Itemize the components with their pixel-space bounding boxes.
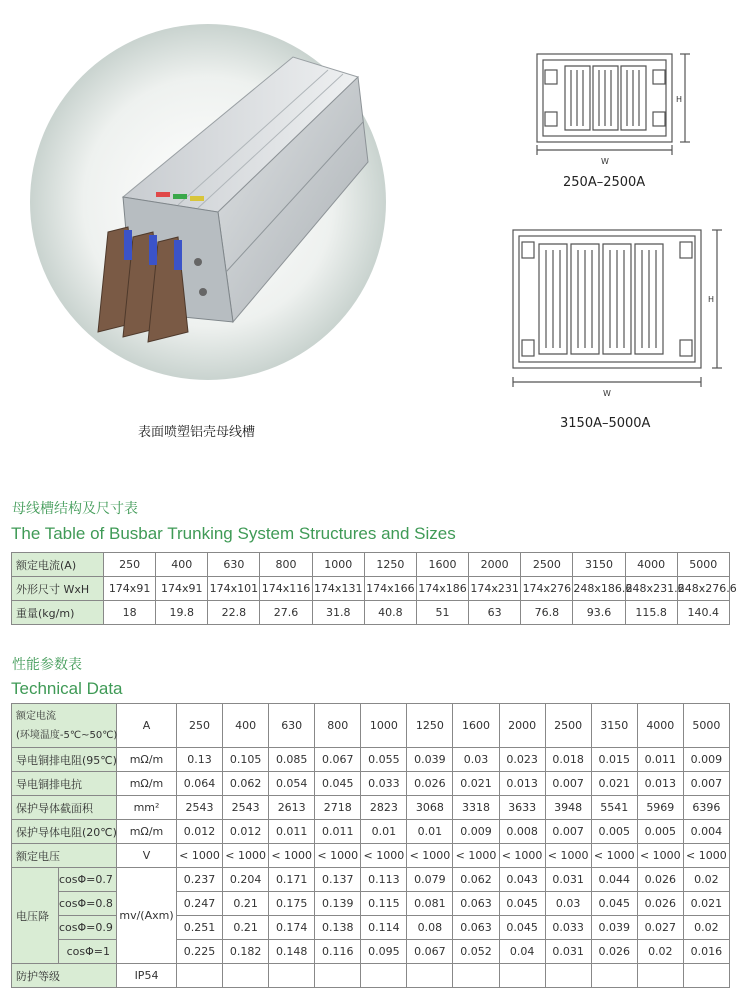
table-cell: 0.007	[683, 772, 729, 796]
cross-section-diagram-small	[525, 40, 700, 175]
table-cell: 0.027	[637, 916, 683, 940]
table-cell: 0.237	[177, 868, 223, 892]
table-cell: 0.021	[591, 772, 637, 796]
table-cell: 248x276.6	[677, 577, 729, 601]
table-cell: 0.007	[545, 820, 591, 844]
table-cell: 4000	[625, 553, 677, 577]
table-cell: 0.033	[361, 772, 407, 796]
row-label: 导电铜排电抗	[12, 772, 117, 796]
table-cell: 2500	[521, 553, 573, 577]
table-cell: 0.21	[223, 892, 269, 916]
table-cell: 0.02	[637, 940, 683, 964]
table-cell: 18	[104, 601, 156, 625]
table-cell: 115.8	[625, 601, 677, 625]
header-label: 额定电流	[16, 710, 56, 722]
table-cell: 0.062	[453, 868, 499, 892]
table-cell: 2613	[269, 796, 315, 820]
table-cell: 0.171	[269, 868, 315, 892]
table-cell: 2718	[315, 796, 361, 820]
rated-current-header	[12, 704, 117, 748]
table-cell: 174x91	[156, 577, 208, 601]
table-cell: 0.054	[269, 772, 315, 796]
table-cell: 40.8	[364, 601, 416, 625]
section2-title-en: Technical Data	[11, 679, 123, 698]
table-cell: 0.13	[177, 748, 223, 772]
table-cell: 0.064	[177, 772, 223, 796]
structure-size-table	[11, 552, 737, 625]
table-cell: 5541	[591, 796, 637, 820]
table-row	[12, 964, 730, 988]
empty-cell	[223, 964, 269, 988]
table-cell: 0.139	[315, 892, 361, 916]
table-cell: 1000	[312, 553, 364, 577]
table-cell: 0.114	[361, 916, 407, 940]
table-cell: 0.031	[545, 940, 591, 964]
table-cell: 400	[156, 553, 208, 577]
table-cell: 0.016	[683, 940, 729, 964]
table-cell: 2000	[469, 553, 521, 577]
table-cell: 0.02	[683, 916, 729, 940]
unit-cell: mv/(Axm)	[117, 868, 177, 964]
cos-phi-label: cosΦ=0.9	[59, 916, 117, 940]
table-row	[12, 796, 730, 820]
table-cell: 0.02	[683, 868, 729, 892]
diagram1-caption: 250A–2500A	[563, 175, 646, 190]
table-cell: 0.013	[499, 772, 545, 796]
table-cell: 250	[177, 704, 223, 748]
table-cell: 0.021	[683, 892, 729, 916]
table-cell: < 1000	[361, 844, 407, 868]
table-cell: 2500	[545, 704, 591, 748]
table-cell: 0.045	[315, 772, 361, 796]
table-cell: 0.007	[545, 772, 591, 796]
table-cell: 0.011	[315, 820, 361, 844]
table-cell: 1250	[364, 553, 416, 577]
row-label: 额定电流(A)	[12, 553, 104, 577]
table-cell: 0.026	[591, 940, 637, 964]
table-cell: 2543	[177, 796, 223, 820]
table-cell: 3318	[453, 796, 499, 820]
table-cell: 0.095	[361, 940, 407, 964]
table-cell: 0.01	[407, 820, 453, 844]
empty-cell	[407, 964, 453, 988]
table-row	[12, 601, 730, 625]
table-cell: 0.113	[361, 868, 407, 892]
header-sublabel: (环境温度-5℃~50℃)	[16, 729, 118, 741]
cross-section-diagram-large	[505, 222, 730, 404]
empty-cell	[591, 964, 637, 988]
technical-data-table	[11, 703, 730, 988]
table-cell: 51	[416, 601, 468, 625]
table-cell: < 1000	[637, 844, 683, 868]
table-row	[12, 577, 730, 601]
table-cell: 174x91	[104, 577, 156, 601]
table-cell: 174x231	[469, 577, 521, 601]
table-cell: 5000	[677, 553, 729, 577]
section1-title-en: The Table of Busbar Trunking System Structures and Sizes	[11, 524, 456, 543]
table-cell: 31.8	[312, 601, 364, 625]
table-cell: 1600	[453, 704, 499, 748]
table-cell: 800	[315, 704, 361, 748]
row-label: 外形尺寸 WxH	[12, 577, 104, 601]
table-cell: 27.6	[260, 601, 312, 625]
unit-cell: mΩ/m	[117, 820, 177, 844]
table-cell: < 1000	[315, 844, 361, 868]
unit-cell: mΩ/m	[117, 772, 177, 796]
table-cell: 3068	[407, 796, 453, 820]
table-cell: 0.009	[453, 820, 499, 844]
table-cell: 2543	[223, 796, 269, 820]
empty-cell	[545, 964, 591, 988]
table-cell: 0.247	[177, 892, 223, 916]
table-cell: < 1000	[223, 844, 269, 868]
section1-title-cn: 母线槽结构及尺寸表	[12, 501, 138, 517]
table-cell: 0.137	[315, 868, 361, 892]
table-cell: 250	[104, 553, 156, 577]
table-cell: 0.005	[591, 820, 637, 844]
table-cell: 0.174	[269, 916, 315, 940]
table-cell: 0.043	[499, 868, 545, 892]
table-cell: 0.023	[499, 748, 545, 772]
table-row	[12, 553, 730, 577]
table-cell: 800	[260, 553, 312, 577]
table-row	[12, 820, 730, 844]
table-cell: 0.081	[407, 892, 453, 916]
table-cell: 0.08	[407, 916, 453, 940]
table-row	[12, 704, 730, 748]
cos-phi-label: cosΦ=1	[59, 940, 117, 964]
table-cell: 0.03	[453, 748, 499, 772]
table-cell: < 1000	[177, 844, 223, 868]
empty-cell	[499, 964, 545, 988]
table-cell: < 1000	[269, 844, 315, 868]
table-cell: 2000	[499, 704, 545, 748]
table-cell: 0.062	[223, 772, 269, 796]
table-cell: 140.4	[677, 601, 729, 625]
table-cell: 0.148	[269, 940, 315, 964]
table-cell: 0.033	[545, 916, 591, 940]
table-row	[12, 868, 730, 892]
table-cell: 0.018	[545, 748, 591, 772]
table-cell: < 1000	[683, 844, 729, 868]
table-cell: 0.105	[223, 748, 269, 772]
table-cell: 0.039	[407, 748, 453, 772]
table-cell: 0.004	[683, 820, 729, 844]
table-cell: 3150	[591, 704, 637, 748]
unit-cell: A	[117, 704, 177, 748]
table-cell: 248x231.6	[625, 577, 677, 601]
table-cell: 0.03	[545, 892, 591, 916]
table-cell: 630	[269, 704, 315, 748]
table-cell: 174x101	[208, 577, 260, 601]
empty-cell	[683, 964, 729, 988]
empty-cell	[177, 964, 223, 988]
busbar-product-photo	[28, 22, 388, 382]
table-cell: 400	[223, 704, 269, 748]
row-label: 导电铜排电阻(95℃)	[12, 748, 117, 772]
table-cell: 0.052	[453, 940, 499, 964]
table-cell: 0.175	[269, 892, 315, 916]
table-cell: 0.009	[683, 748, 729, 772]
table-cell: 0.063	[453, 916, 499, 940]
table-cell: 0.251	[177, 916, 223, 940]
table-cell: < 1000	[499, 844, 545, 868]
unit-cell: V	[117, 844, 177, 868]
table-cell: 0.115	[361, 892, 407, 916]
row-label: 保护导体电阻(20℃)	[12, 820, 117, 844]
table-cell: 0.011	[269, 820, 315, 844]
unit-cell: mm²	[117, 796, 177, 820]
table-cell: 0.182	[223, 940, 269, 964]
table-cell: 1600	[416, 553, 468, 577]
table-row	[12, 844, 730, 868]
table-cell: 0.026	[637, 868, 683, 892]
unit-cell: mΩ/m	[117, 748, 177, 772]
table-cell: 0.015	[591, 748, 637, 772]
table-cell: 0.01	[361, 820, 407, 844]
voltage-drop-label: 电压降	[12, 868, 59, 964]
table-cell: 0.079	[407, 868, 453, 892]
empty-cell	[361, 964, 407, 988]
row-label: 额定电压	[12, 844, 117, 868]
table-cell: 174x166	[364, 577, 416, 601]
table-cell: 0.005	[637, 820, 683, 844]
table-cell: 174x131	[312, 577, 364, 601]
table-cell: < 1000	[453, 844, 499, 868]
table-cell: < 1000	[591, 844, 637, 868]
cos-phi-label: cosΦ=0.8	[59, 892, 117, 916]
row-label: 保护导体截面积	[12, 796, 117, 820]
table-cell: 63	[469, 601, 521, 625]
table-cell: 0.011	[637, 748, 683, 772]
table-cell: 0.026	[407, 772, 453, 796]
table-cell: 0.044	[591, 868, 637, 892]
table-cell: 0.045	[499, 916, 545, 940]
table-cell: 0.012	[223, 820, 269, 844]
table-cell: 0.085	[269, 748, 315, 772]
dim-h-label: H	[708, 295, 715, 304]
table-cell: 0.021	[453, 772, 499, 796]
table-cell: 174x276	[521, 577, 573, 601]
table-cell: < 1000	[545, 844, 591, 868]
table-cell: 630	[208, 553, 260, 577]
table-cell: 2823	[361, 796, 407, 820]
section2-title-cn: 性能参数表	[12, 657, 82, 673]
table-row	[12, 748, 730, 772]
table-cell: 93.6	[573, 601, 625, 625]
table-cell: 0.013	[637, 772, 683, 796]
photo-caption: 表面喷塑铝壳母线槽	[138, 425, 256, 440]
cos-phi-label: cosΦ=0.7	[59, 868, 117, 892]
table-cell: 0.04	[499, 940, 545, 964]
dim-w-label: W	[601, 157, 609, 166]
row-label: 重量(kg/m)	[12, 601, 104, 625]
empty-cell	[453, 964, 499, 988]
table-cell: 6396	[683, 796, 729, 820]
empty-cell	[269, 964, 315, 988]
protection-value: IP54	[117, 964, 177, 988]
table-cell: < 1000	[407, 844, 453, 868]
dim-h-label: H	[676, 95, 683, 104]
table-row	[12, 772, 730, 796]
table-cell: 0.067	[407, 940, 453, 964]
diagram2-caption: 3150A–5000A	[560, 416, 651, 431]
table-cell: 0.067	[315, 748, 361, 772]
table-cell: 1000	[361, 704, 407, 748]
table-cell: 3150	[573, 553, 625, 577]
table-cell: 0.116	[315, 940, 361, 964]
table-cell: 0.026	[637, 892, 683, 916]
table-cell: 22.8	[208, 601, 260, 625]
table-cell: 0.055	[361, 748, 407, 772]
table-cell: 248x186.6	[573, 577, 625, 601]
dim-w-label: W	[603, 389, 611, 398]
table-cell: 5969	[637, 796, 683, 820]
table-cell: 0.039	[591, 916, 637, 940]
table-cell: 3948	[545, 796, 591, 820]
table-cell: 0.225	[177, 940, 223, 964]
table-cell: 0.138	[315, 916, 361, 940]
row-label: 防护等级	[12, 964, 117, 988]
table-cell: 1250	[407, 704, 453, 748]
table-cell: 174x116	[260, 577, 312, 601]
table-cell: 0.063	[453, 892, 499, 916]
table-cell: 0.045	[499, 892, 545, 916]
table-cell: 0.031	[545, 868, 591, 892]
table-cell: 5000	[683, 704, 729, 748]
table-cell: 0.21	[223, 916, 269, 940]
table-cell: 76.8	[521, 601, 573, 625]
empty-cell	[315, 964, 361, 988]
empty-cell	[637, 964, 683, 988]
table-cell: 19.8	[156, 601, 208, 625]
table-cell: 0.008	[499, 820, 545, 844]
table-cell: 3633	[499, 796, 545, 820]
table-cell: 0.012	[177, 820, 223, 844]
table-cell: 0.045	[591, 892, 637, 916]
table-cell: 4000	[637, 704, 683, 748]
table-cell: 174x186	[416, 577, 468, 601]
table-cell: 0.204	[223, 868, 269, 892]
